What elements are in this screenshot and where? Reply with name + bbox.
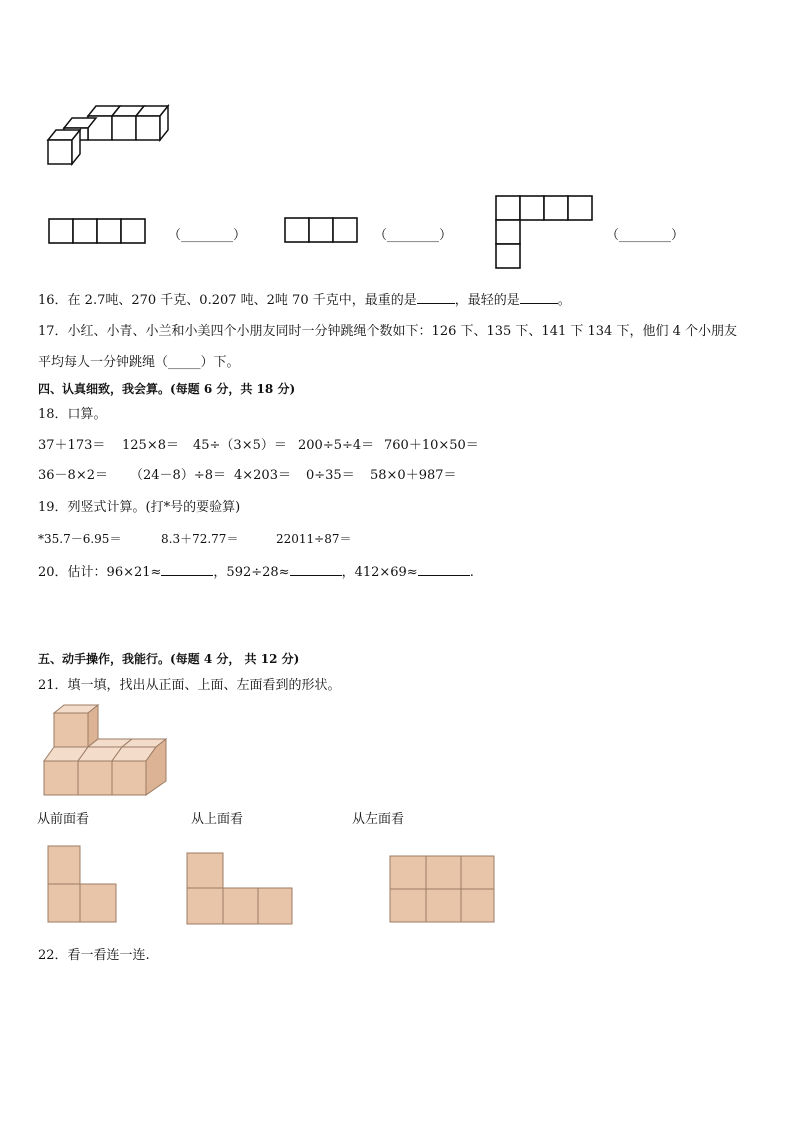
q20-text-b: ，592÷28≈ [213, 565, 290, 580]
view-shape-3 [495, 195, 595, 271]
q18-row1-item4: 200÷5÷4＝ [298, 438, 375, 453]
q16-text-b: ，最轻的是 [454, 293, 520, 308]
q20-text-d: . [469, 565, 474, 580]
view-top-shape [187, 853, 295, 925]
view-shape-2 [284, 217, 360, 243]
q18-row2-item3: 4×203＝ [234, 468, 291, 483]
cube-figure-outline [46, 102, 186, 172]
answer-blank-2[interactable]: （________） [374, 228, 453, 243]
view-label-top: 从上面看 [191, 812, 244, 827]
q20-text-a: 20．估计：96×21≈ [38, 565, 162, 580]
view-left-shape [390, 856, 496, 924]
question-22-label: 22．看一看连一连. [38, 948, 150, 963]
view-label-front: 从前面看 [37, 812, 90, 827]
question-17-line2: 平均每人一分钟跳绳（_____）下。 [38, 355, 240, 370]
q18-row2-item1: 36－8×2＝ [38, 468, 108, 483]
question-20 [38, 563, 474, 582]
q18-row1-item2: 125×8＝ [122, 438, 179, 453]
q18-row2-item2: （24－8）÷8＝ [130, 468, 226, 483]
view-shape-1 [48, 218, 148, 244]
q18-row1-item1: 37＋173＝ [38, 438, 106, 453]
q18-row2-item4: 0÷35＝ [306, 468, 355, 483]
q20-blank-1[interactable] [161, 563, 213, 576]
q18-row1-item5: 760＋10×50＝ [384, 438, 479, 453]
q16-blank-heaviest[interactable] [417, 291, 455, 304]
q18-row2-item5: 58×0＋987＝ [370, 468, 457, 483]
q19-item2: 8.3＋72.77＝ [161, 532, 239, 546]
answer-blank-3[interactable]: （________） [606, 228, 685, 243]
view-label-left: 从左面看 [352, 812, 405, 827]
q18-row1-item3: 45÷（3×5）＝ [193, 438, 287, 453]
q20-text-c: ，412×69≈ [341, 565, 418, 580]
answer-blank-1[interactable]: （________） [168, 228, 247, 243]
q19-item3: 22011÷87＝ [276, 532, 352, 546]
q16-text-c: 。 [557, 293, 571, 308]
question-16 [38, 291, 571, 310]
question-18-label: 18．口算。 [38, 407, 107, 422]
q19-item1: *35.7－6.95＝ [38, 532, 122, 546]
q16-text-a: 16．在 2.7吨、270 千克、0.207 吨、2吨 70 千克中，最重的是 [38, 293, 417, 308]
section-4-heading: 四、认真细致，我会算。(每题 6 分，共 18 分) [38, 382, 296, 396]
view-front-shape [48, 846, 118, 924]
question-19-label: 19．列竖式计算。(打*号的要验算) [38, 500, 241, 515]
q20-blank-3[interactable] [418, 563, 470, 576]
question-17-line1: 17．小红、小青、小兰和小美四个小朋友同时一分钟跳绳个数如下：126 下、135 下、141 下 134 下，他们 4 个小朋友 [38, 324, 737, 339]
q20-blank-2[interactable] [290, 563, 342, 576]
q16-blank-lightest[interactable] [520, 291, 558, 304]
question-21-label: 21．填一填，找出从正面、上面、左面看到的形状。 [38, 678, 341, 693]
section-5-heading: 五、动手操作，我能行。(每题 4 分， 共 12 分) [38, 652, 300, 666]
cube-stack-figure [44, 705, 174, 797]
